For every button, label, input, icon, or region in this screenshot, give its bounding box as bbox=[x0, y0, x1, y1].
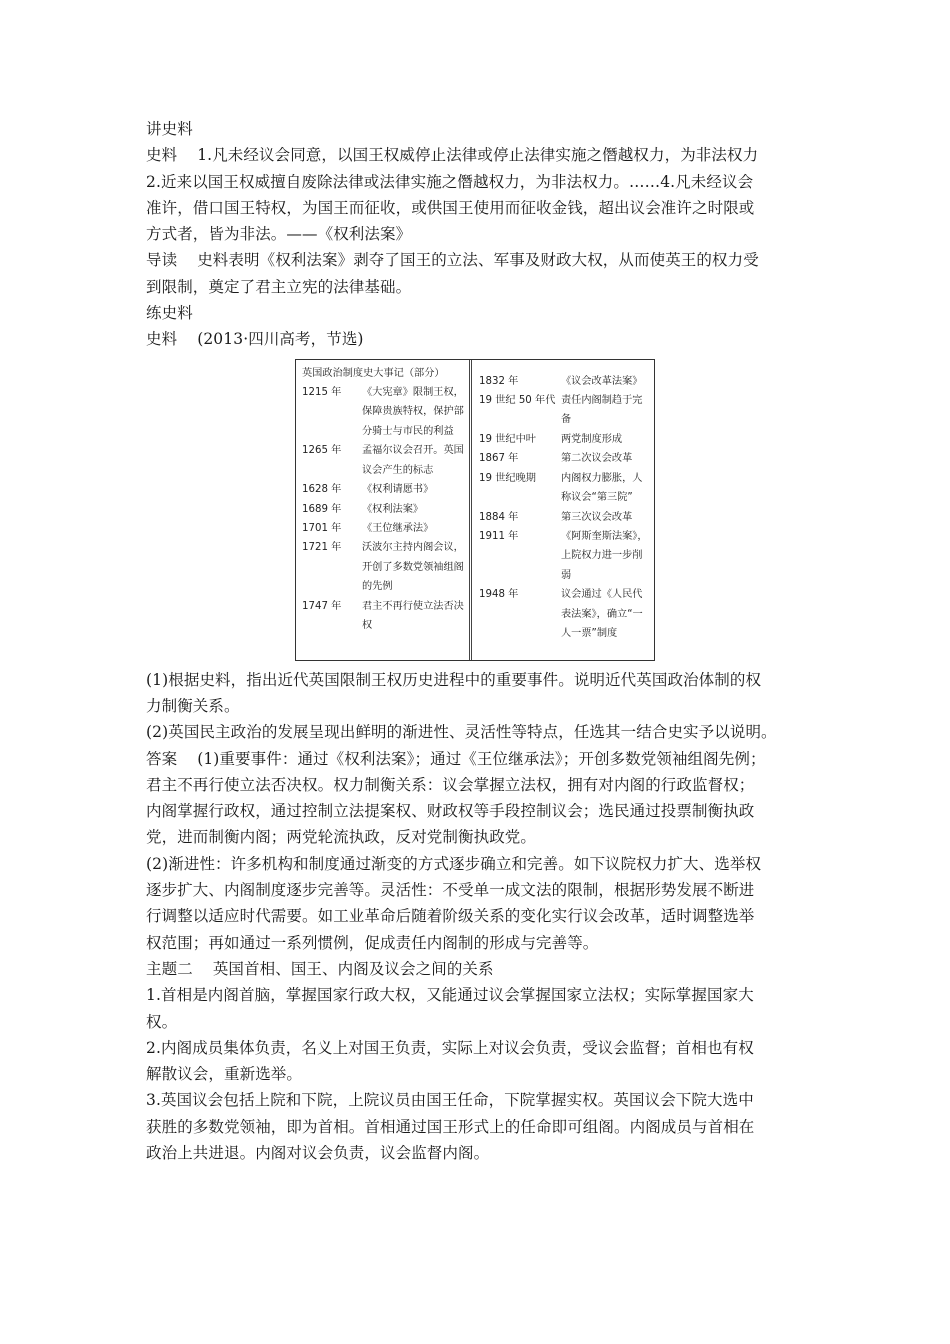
table-event-row bbox=[479, 527, 651, 585]
theme2-heading bbox=[146, 956, 810, 982]
source2-citation: (2013·四川高考，节选) bbox=[197, 330, 364, 349]
answer-line-7: 行调整以适应时代需要。如工业革命后随着阶级关系的变化实行议会改革，适时调整选举 bbox=[146, 907, 755, 926]
point-line-3: 2.内阁成员集体负责，名义上对国王负责，实际上对议会负责，受议会监督；首相也有权 bbox=[146, 1038, 754, 1057]
question-1-line-1: (1)根据史料，指出近代英国限制王权历史进程中的重要事件。说明近代英国政治体制的权 bbox=[146, 670, 762, 689]
event-year: 1747 年 bbox=[302, 600, 342, 612]
guide-text-1: 史料表明《权利法案》剥夺了国王的立法、军事及财政大权，从而使英王的权力受 bbox=[197, 251, 759, 270]
event-year: 19 世纪 50 年代 bbox=[479, 395, 556, 407]
source1-label: 史料 bbox=[146, 146, 178, 165]
table-event-row bbox=[479, 449, 651, 468]
answer-line-8: 权范围；再如通过一系列惯例，促成责任内阁制的形成与完善等。 bbox=[146, 933, 599, 952]
section-heading-practice: 练史料 bbox=[146, 304, 193, 323]
table-event-row bbox=[302, 441, 467, 480]
event-text: 《王位继承法》 bbox=[362, 522, 434, 534]
event-year: 1628 年 bbox=[302, 484, 342, 496]
table-event-row bbox=[302, 519, 467, 538]
event-year: 1689 年 bbox=[302, 503, 342, 515]
answer-line-6: 逐步扩大、内阁制度逐步完善等。灵活性：不受单一成文法的限制，根据形势发展不断进 bbox=[146, 881, 755, 900]
event-year: 1948 年 bbox=[479, 589, 519, 601]
theme2-title: 英国首相、国王、内阁及议会之间的关系 bbox=[212, 959, 494, 978]
point-line-2: 权。 bbox=[146, 1012, 178, 1031]
point-line-5: 3.英国议会包括上院和下院，上院议员由国王任命，下院掌握实权。英国议会下院大选中 bbox=[146, 1091, 754, 1110]
point-line-7: 政治上共进退。内阁对议会负责，议会监督内阁。 bbox=[146, 1144, 490, 1163]
guide-label: 导读 bbox=[146, 251, 178, 270]
event-text: 两党制度形成 bbox=[561, 433, 623, 445]
answer-line-4: 党，进而制衡内阁；两党轮流执政，反对党制衡执政党。 bbox=[146, 828, 537, 847]
event-year: 1911 年 bbox=[479, 530, 519, 542]
source2-label: 史料 bbox=[146, 330, 178, 349]
table-event-row bbox=[479, 391, 651, 430]
event-text: 责任内阁制趋于完备 bbox=[561, 395, 643, 426]
event-text: 《议会改革法案》 bbox=[561, 375, 643, 387]
question-1-line-2: 力制衡关系。 bbox=[146, 696, 240, 715]
event-text: 第二次议会改革 bbox=[561, 453, 633, 465]
event-year: 19 世纪中叶 bbox=[479, 433, 536, 445]
right-events-list bbox=[479, 372, 651, 644]
chronology-left-column bbox=[302, 364, 467, 636]
point-line-4: 解散议会，重新选举。 bbox=[146, 1065, 303, 1084]
event-text: 《大宪章》限制王权，保障贵族特权，保护部分骑士与市民的利益 bbox=[362, 387, 464, 437]
event-year: 1721 年 bbox=[302, 542, 342, 554]
source1-line-1 bbox=[146, 142, 810, 168]
table-event-row bbox=[302, 597, 467, 636]
event-year: 1832 年 bbox=[479, 375, 519, 387]
left-events-list bbox=[302, 383, 467, 635]
document-page bbox=[146, 116, 810, 1166]
section-heading-lecture: 讲史料 bbox=[146, 120, 193, 138]
event-year: 1884 年 bbox=[479, 511, 519, 523]
table-event-row bbox=[479, 430, 651, 449]
table-event-row bbox=[479, 469, 651, 508]
answer-line-3: 内阁掌握行政权，通过控制立法提案权、财政权等手段控制议会；选民通过投票制衡执政 bbox=[146, 802, 755, 821]
answer-line-2: 君主不再行使立法否决权。权力制衡关系：议会掌握立法权，拥有对内阁的行政监督权； bbox=[146, 775, 755, 794]
event-year: 19 世纪晚期 bbox=[479, 472, 536, 484]
source2-line bbox=[146, 326, 810, 352]
table-event-row bbox=[302, 500, 467, 519]
answer-text-1: (1)重要事件：通过《权利法案》；通过《王位继承法》；开创多数党领袖组阁先例； bbox=[197, 749, 766, 768]
table-event-row bbox=[479, 508, 651, 527]
source1-line-2: 2.近来以国王权威擅自废除法律或法律实施之僭越权力，为非法权力。……4.凡未经议会 bbox=[146, 172, 754, 191]
source1-text-1: 1.凡未经议会同意，以国王权威停止法律或停止法律实施之僭越权力，为非法权力 bbox=[197, 146, 759, 165]
answer-label: 答案 bbox=[146, 749, 178, 768]
event-text: 《权利请愿书》 bbox=[362, 484, 434, 496]
event-text: 孟福尔议会召开。英国议会产生的标志 bbox=[362, 445, 464, 476]
event-text: 内阁权力膨胀，人称议会“第三院” bbox=[561, 472, 643, 504]
answer-line-5: (2)渐进性：许多机构和制度通过渐变的方式逐步确立和完善。如下议院权力扩大、选举权 bbox=[146, 854, 762, 873]
table-event-row bbox=[479, 372, 651, 391]
source1-line-3: 准许，借口国王特权，为国王而征收，或供国王使用而征收金钱，超出议会准许之时限或 bbox=[146, 198, 755, 217]
chronology-right-column bbox=[479, 372, 651, 644]
event-text: 《权利法案》 bbox=[362, 503, 424, 515]
event-year: 1215 年 bbox=[302, 387, 342, 399]
question-2-line: (2)英国民主政治的发展呈现出鲜明的渐进性、灵活性等特点，任选其一结合史实予以说明。 bbox=[146, 723, 777, 742]
theme2-label: 主题二 bbox=[146, 959, 193, 978]
table-event-row bbox=[479, 585, 651, 643]
event-year: 1265 年 bbox=[302, 445, 342, 457]
event-text: 第三次议会改革 bbox=[561, 511, 633, 523]
event-text: 《阿斯奎斯法案》，上院权力进一步削弱 bbox=[561, 530, 648, 581]
point-line-6: 获胜的多数党领袖，即为首相。首相通过国王形式上的任命即可组阁。内阁成员与首相在 bbox=[146, 1117, 755, 1136]
guide-line-1 bbox=[146, 247, 810, 273]
table-divider bbox=[469, 360, 472, 660]
source1-line-4: 方式者，皆为非法。——《权利法案》 bbox=[146, 225, 412, 244]
answer-line-1 bbox=[146, 746, 810, 772]
event-text: 沃波尔主持内阁会议，开创了多数党领袖组阁的先例 bbox=[362, 542, 464, 593]
event-year: 1867 年 bbox=[479, 453, 519, 465]
table-title: 英国政治制度史大事记（部分） bbox=[302, 367, 445, 379]
chronology-table-figure bbox=[295, 359, 655, 661]
table-event-row bbox=[302, 383, 467, 441]
event-text: 议会通过《人民代表法案》，确立“一人一票”制度 bbox=[561, 589, 643, 639]
table-event-row bbox=[302, 538, 467, 596]
event-text: 君主不再行使立法否决权 bbox=[362, 600, 464, 631]
table-event-row bbox=[302, 480, 467, 499]
point-line-1: 1.首相是内阁首脑，掌握国家行政大权，又能通过议会掌握国家立法权；实际掌握国家大 bbox=[146, 986, 754, 1005]
guide-line-2: 到限制，奠定了君主立宪的法律基础。 bbox=[146, 277, 412, 296]
event-year: 1701 年 bbox=[302, 522, 342, 534]
